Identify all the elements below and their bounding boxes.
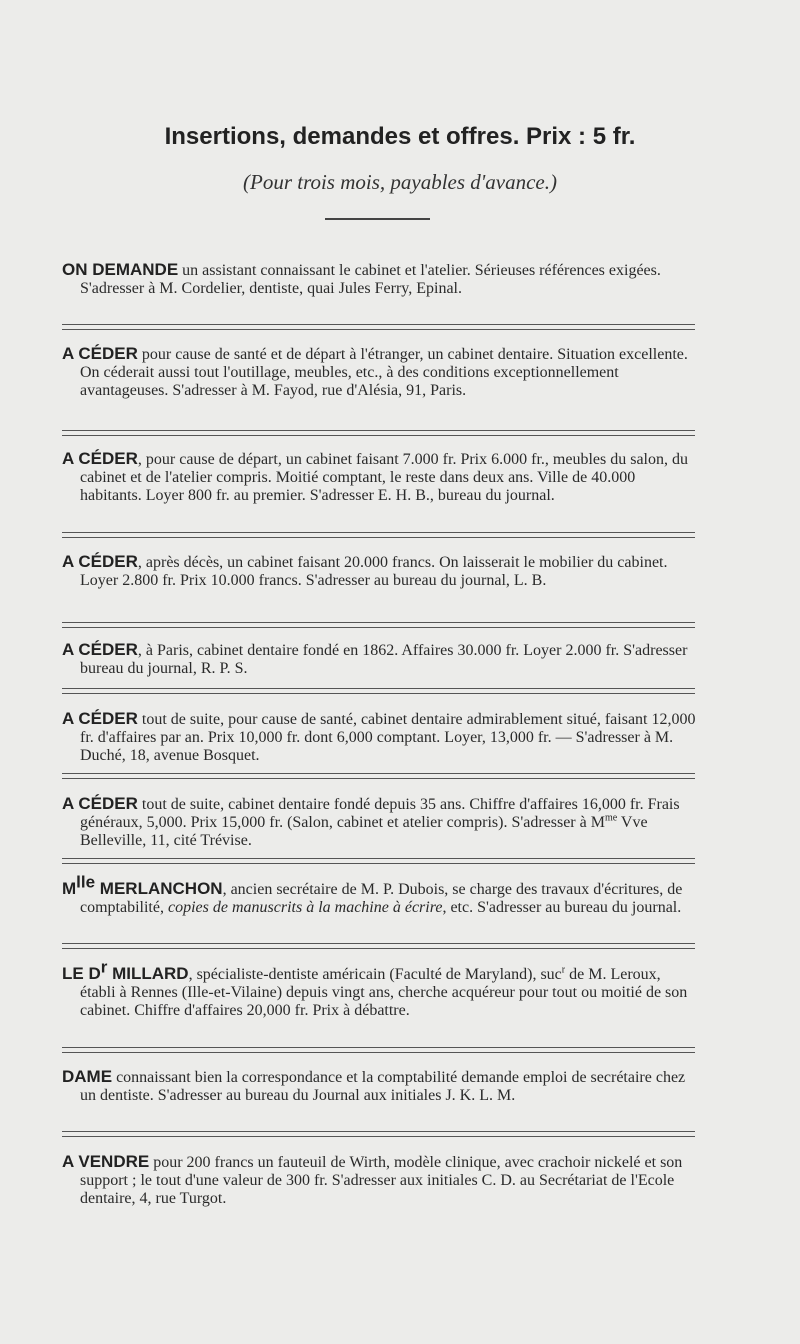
ad-millard — [62, 957, 696, 1020]
ad-a-ceder-6 — [62, 794, 696, 850]
ad-body: tout de suite, pour cause de santé, cabinet dentaire admirablement situé, faisant 12,000 fr. d'affaires par an. Prix 10,000 fr. dont 6,000 comptant. Loyer, 13,000 fr. — S'adresser à M. Duché, 18, avenue Bosquet. — [80, 711, 696, 764]
ad-body-cont: , etc. S'adresser au bureau du journal. — [442, 899, 682, 916]
ad-sup: me — [604, 812, 618, 824]
ad-lead-cont: MILLARD — [107, 964, 189, 983]
ad-a-ceder-2 — [62, 449, 696, 505]
ad-body: un assistant connaissant le cabinet et l'atelier. Sérieuses références exigées. S'adresser à M. Cordelier, dentiste, quai Jules Ferry, Epinal. — [80, 262, 661, 297]
ad-body: , pour cause de départ, un cabinet faisant 7.000 fr. Prix 6.000 fr., meubles du salon, du cabinet et de l'atelier compris. Moitié comptant, le reste dans deux ans. Ville de 40.000 habitants. Loyer 800 fr. au premier. S'adresser E. H. B., bureau du journal. — [80, 451, 688, 504]
ad-lead: LE D — [62, 964, 101, 983]
ad-lead-cont: MERLANCHON — [95, 879, 223, 898]
ad-body: pour cause de santé et de départ à l'étranger, un cabinet dentaire. Situation excellente. On céderait aussi tout l'outillage, meubles, etc., à des conditions exceptionnellement avantageuses. S'adresser à M. Fayod, rue d'Alésia, 91, Paris. — [80, 346, 688, 399]
ad-dame — [62, 1067, 696, 1105]
ad-body: , spécialiste-dentiste américain (Faculté de Maryland), suc — [188, 966, 562, 983]
double-rule — [62, 773, 695, 779]
ad-a-vendre — [62, 1152, 696, 1208]
ad-body: pour 200 francs un fauteuil de Wirth, modèle clinique, avec crachoir nickelé et son support ; le tout d'une valeur de 300 fr. S'adresser aux initiales C. D. au Secrétariat de l'Ecole dentaire, 4, rue Turgot. — [80, 1154, 683, 1207]
ad-lead-sup: r — [100, 957, 108, 977]
page-subtitle: (Pour trois mois, payables d'avance.) — [243, 170, 557, 194]
ad-a-ceder-4 — [62, 640, 696, 678]
double-rule — [62, 858, 695, 864]
ad-lead: M — [62, 879, 77, 898]
ad-lead: ON DEMANDE — [62, 260, 179, 279]
ad-body-italic: copies de manuscrits à la machine à écrire — [167, 899, 443, 916]
ad-body: , ancien secrétaire de M. P. Dubois, se charge des travaux d'écritures, de comptabilité, — [80, 881, 683, 916]
ad-lead: A CÉDER — [62, 344, 138, 363]
title-divider — [325, 218, 430, 220]
double-rule — [62, 430, 695, 436]
double-rule — [62, 532, 695, 538]
ad-merlanchon — [62, 872, 696, 917]
ad-lead: A CÉDER — [62, 794, 138, 813]
double-rule — [62, 943, 695, 949]
ad-lead: A CÉDER — [62, 552, 138, 571]
ad-a-ceder-1 — [62, 344, 696, 400]
ad-body-cont: de M. Leroux, établi à Rennes (Ille-et-Vilaine) depuis vingt ans, cherche acquéreur pour tout ou moitié de son cabinet. Chiffre d'affaires 20,000 fr. Prix à débattre. — [80, 966, 688, 1019]
ad-body: tout de suite, cabinet dentaire fondé depuis 35 ans. Chiffre d'affaires 16,000 fr. Frais généraux, 5,000. Prix 15,000 fr. (Salon, cabinet et atelier compris). S'adresser à M — [80, 796, 680, 831]
double-rule — [62, 1131, 695, 1137]
ad-lead: DAME — [62, 1067, 113, 1086]
ad-on-demande — [62, 260, 696, 298]
ad-sup: r — [561, 964, 566, 976]
ad-lead: A CÉDER — [62, 709, 138, 728]
ad-a-ceder-5 — [62, 709, 696, 765]
double-rule — [62, 324, 695, 330]
ad-body: connaissant bien la correspondance et la comptabilité demande emploi de secrétaire chez un dentiste. S'adresser au bureau du Journal aux initiales J. K. L. M. — [80, 1069, 686, 1104]
double-rule — [62, 688, 695, 694]
ad-a-ceder-3 — [62, 552, 696, 590]
ad-lead: A CÉDER — [62, 449, 138, 468]
double-rule — [62, 622, 695, 628]
ad-lead: A CÉDER — [62, 640, 138, 659]
ad-body-cont: Vve Belleville, 11, cité Trévise. — [80, 814, 648, 849]
ad-lead: A VENDRE — [62, 1152, 150, 1171]
ad-lead-sup: lle — [76, 872, 96, 892]
double-rule — [62, 1047, 695, 1053]
ad-body: , après décès, un cabinet faisant 20.000 francs. On laisserait le mobilier du cabinet. Loyer 2.800 fr. Prix 10.000 francs. S'adresser au bureau du journal, L. B. — [80, 554, 668, 589]
ad-body: , à Paris, cabinet dentaire fondé en 1862. Affaires 30.000 fr. Loyer 2.000 fr. S'adresser bureau du journal, R. P. S. — [80, 642, 688, 677]
page-title: Insertions, demandes et offres. Prix : 5 fr. — [164, 123, 636, 150]
